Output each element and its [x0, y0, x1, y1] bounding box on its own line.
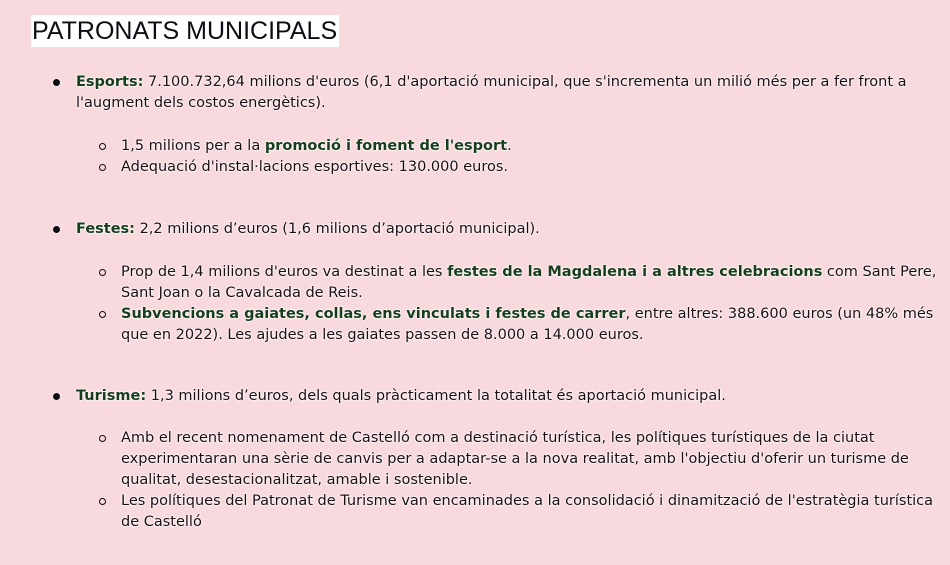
sub-item-text: 1,5 milions per a la promoció i foment de l'esport.: [121, 138, 512, 154]
section-label: Turisme:: [76, 388, 147, 404]
sub-item-text: Amb el recent nomenament de Castelló com a destinació turística, les polítiques turístiques de la ciutat experimentaran una sèrie de canvis per a adaptar-se a la nova realitat, amb l'objectiu d'oferir un turisme de qualitat, desestacionalitzat, amable i sostenible.: [121, 430, 909, 488]
list-item-turisme: [53, 386, 933, 407]
list-item-text: [76, 386, 933, 407]
list-item-festes: [53, 219, 933, 240]
section-text: 7.100.732,64 milions d'euros (6,1 d'aportació municipal, que s'incrementa un milió més per a fer front a l'augment dels costos energètics).: [76, 74, 907, 111]
sub-item-text: Les polítiques del Patronat de Turisme van encaminades a la consolidació i dinamització de l'estratègia turística de Castelló: [121, 493, 934, 530]
circle-bullet-icon: [99, 498, 106, 505]
list-item-esports: [53, 72, 933, 114]
emphasis: promoció i foment de l'esport: [264, 138, 508, 154]
emphasis: Subvencions a gaiates, collas, ens vinculats i festes de carrer: [121, 306, 626, 322]
bullet-icon: [53, 79, 60, 86]
section-label: Festes:: [76, 221, 135, 237]
bullet-icon: [53, 226, 60, 233]
section-label: Esports:: [76, 74, 144, 90]
sub-item-text: Adequació d'instal·lacions esportives: 130.000 euros.: [121, 159, 508, 175]
emphasis: festes de la Magdalena i a altres celebracions: [447, 264, 823, 280]
sub-item-text: Subvencions a gaiates, collas, ens vinculats i festes de carrer, entre altres: 388.600 euros (un 48% més que en 2022). Les ajudes a les gaiates passen de 8.000 a 14.000 euros.: [121, 306, 934, 343]
sub-item: [98, 262, 938, 304]
circle-bullet-icon: [99, 164, 106, 171]
section-text: 1,3 milions d’euros, dels quals pràcticament la totalitat és aportació municipal.: [146, 388, 726, 404]
section-text: 2,2 milions d’euros (1,6 milions d’aportació municipal).: [134, 221, 540, 237]
sub-item: [98, 157, 938, 178]
bullet-icon: [53, 393, 60, 400]
circle-bullet-icon: [99, 311, 106, 318]
sub-item: [98, 491, 938, 533]
page-title: PATRONATS MUNICIPALS: [32, 17, 338, 45]
circle-bullet-icon: [99, 269, 106, 276]
sub-item: [98, 428, 938, 491]
list-item-text: [76, 219, 933, 240]
sub-item: [98, 304, 938, 346]
list-item-text: [76, 72, 933, 114]
sub-item-text: Prop de 1,4 milions d'euros va destinat a les festes de la Magdalena i a altres celebracions com Sant Pere, Sant Joan o la Cavalcada de Reis.: [121, 264, 937, 301]
sub-item: [98, 136, 938, 157]
circle-bullet-icon: [99, 435, 106, 442]
circle-bullet-icon: [99, 143, 106, 150]
